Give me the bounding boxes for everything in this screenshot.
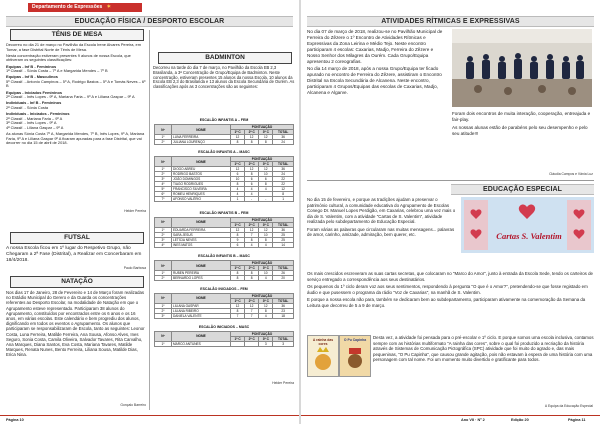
athlete-name: DANIELA VALENTE	[172, 313, 231, 318]
table-cell: 8	[231, 232, 245, 237]
ritmicas-title: ATIVIDADES RÍTMICAS E EXPRESSIVAS	[307, 16, 594, 27]
table-cell: 3	[259, 341, 273, 346]
left-page-number: Página 10	[6, 418, 24, 422]
athlete-name: MARCO ANTUNES	[172, 341, 231, 346]
col-header-points: PONTUAÇÃO	[231, 125, 294, 130]
col-header-c1: 1ª C	[231, 298, 245, 303]
department-banner	[28, 3, 142, 12]
table-cell: 4	[231, 187, 245, 192]
col-header-total: TOTAL	[273, 336, 294, 341]
table-cell: 12	[259, 167, 273, 172]
table-cell: 7	[245, 232, 259, 237]
table-cell: 1º	[155, 341, 172, 346]
table-cell: 10	[259, 232, 273, 237]
col-header-c3: 3ª C	[259, 162, 273, 167]
table-caption: ESCALÃO INFANTIS B – FEM	[199, 210, 249, 215]
col-header-position: Nº	[155, 125, 172, 135]
ritmicas-signature: Cláudia Campos e Vânia Luz	[549, 172, 593, 176]
tenis-g1-l1: 1ª Classif. - Sónia Costa – 7º A e Margarida Mendes – 7º B	[6, 68, 108, 74]
table-cell: 1	[231, 197, 245, 202]
col-header-c3: 3ª C	[259, 336, 273, 341]
table-cell: 3º	[155, 177, 172, 182]
tenis-g5-l1: 2ª Classif. - Mariana Faria – 9º A	[6, 115, 63, 121]
natacao-title: NATAÇÃO	[10, 276, 144, 288]
athlete-name: RODRIGO BASTOS	[172, 172, 231, 177]
table-cell: 8	[231, 271, 245, 276]
col-header-c2: 2ª C	[245, 298, 259, 303]
especial-p3: Os mais crescidos escreveram as suas cartas secretas, que colocaram no "Marco do Amor", junto à entrada da Escola Sede, tendo os carteiros de serviço entregado a correspondência aos seus destinatários.	[307, 271, 593, 282]
col-header-points: PONTUAÇÃO	[231, 331, 294, 336]
table-cell: 36	[273, 303, 294, 308]
table-cell: 8	[231, 308, 245, 313]
results-table	[154, 260, 294, 281]
table-cell: 24	[273, 172, 294, 177]
table-cell: 6	[231, 242, 245, 247]
col-header-c1: 1ª C	[231, 266, 245, 271]
table-cell: 2º	[155, 172, 172, 177]
badminton-title: BADMINTON	[158, 52, 292, 64]
ritmicas-p1: No dia 07 de março de 2018, realizou-se no Pavilhão Municipal de Ferreira do Zêzere o 1º Encontro de Atividades Rítmicas e Expressivas da Zona Leirina e Médio Tejo. Neste encontro participaram 4 escolas: Caxarias, Madjo, Ferreira do Zêzere e Nosso Senhor dos Milagres da Ourém. Cada Grupo/Equipa apresentou 2 coreografias.	[307, 29, 443, 64]
table-caption: ESCALÃO INFANTIS A – FEM	[199, 118, 249, 122]
table-cell: 2º	[155, 140, 172, 145]
col-header-total: TOTAL	[273, 222, 294, 227]
col-header-name: NOME	[172, 157, 231, 167]
col-header-c1: 1ª C	[231, 336, 245, 341]
tenis-g1-head: Equipas - Inf B - Femininos	[6, 63, 57, 69]
table-cell: 36	[273, 227, 294, 232]
issue-edition: Edição 20	[511, 418, 529, 422]
tenis-signature: Helder Pereira	[124, 209, 146, 213]
especial-signature: A Equipa da Educação Especial	[544, 404, 593, 408]
table-cell: 6	[231, 172, 245, 177]
athlete-name: INES MATOS	[172, 242, 231, 247]
poster-caption: Cartas S. Valentim	[496, 231, 562, 241]
col-header-name: NOME	[172, 293, 231, 303]
table-cell: -	[245, 197, 259, 202]
results-table	[154, 124, 294, 145]
tenis-g4-l1: 2ª Classif. - Sónia Costa	[6, 104, 49, 110]
athlete-name: AFONSO VALÉRIO	[172, 197, 231, 202]
athlete-name: JOÃO DOMINGOS	[172, 177, 231, 182]
table-cell: 26	[273, 271, 294, 276]
table-cell	[245, 341, 259, 346]
natacao-text: Nos dias 17 de Janeiro, 28 de Fevereiro e 14 de Março foram realizadas no Estádio Municipal do Gerero e da Guarda os concentrações referentes ao Desporto Escolar, na modalidade de Natação em que o Agrupamento esteve representado. Participaram 38 alunos do Agrupamento, constituídos por encontrados entre os 6 anos e os 16 anos, em várias escolas. Este calendário e bem progrediu dos alunos, dignificando em todos os eventos o Agrupamento. Os alunos que participaram se responsabilizaram de Escola, tanto as seguintes: Leonor Costa, Luna Ferreira, Matilde Ferreira, Ana Sousa, Afonso Alves, Ines Seguro, Sonia Costa, Camila Oliveira, Salvador Tavares, Rita Carvalho, Ana Marques, Diana Santos, Eva Costa, Mariana Tavares, Matilde Marques, Renata Nunes, Bento Ferreira, Liliana Sousa, Matilde Dias, Erica Nina.	[6, 290, 145, 358]
table-cell: 1º	[155, 303, 172, 308]
table-cell: 7º	[155, 197, 172, 202]
table-cell	[231, 341, 245, 346]
table-cell: 3	[273, 341, 294, 346]
col-header-total: TOTAL	[273, 266, 294, 271]
results-table	[154, 217, 294, 248]
table-cell: 36	[273, 135, 294, 140]
table-caption: ESCALÃO INICIADOS – FEM	[200, 286, 248, 291]
col-header-total: TOTAL	[273, 162, 294, 167]
table-cell: 8	[231, 182, 245, 187]
table-cell: 12	[245, 167, 259, 172]
tenis-p1: Decorreu no dia 21 de março no Pavilhão da Escola Irene Alvares Pereira, em Tomar, a fase Distrital Norte de Ténis de Mesa.	[6, 42, 141, 52]
table-cell: 4	[231, 192, 245, 197]
table-caption: ESCALÃO INFANTIS B – MASC	[198, 254, 250, 259]
table-cell: 10	[231, 177, 245, 182]
table-cell: 14	[273, 242, 294, 247]
col-header-position: Nº	[155, 217, 172, 227]
col-header-c2: 2ª C	[245, 162, 259, 167]
col-header-name: NOME	[172, 261, 231, 271]
especial-p4: Os pequenos do 1º ciclo deram voz aos seus sentimentos, respondendo à pergunta "O que é o Amor?", pretendendo-se que fosse registado em áudio e que pusessem o programa da rádio "Voz de Caxarias", na manhã de S. Valentim.	[307, 283, 588, 295]
table-row	[155, 242, 294, 247]
table-cell: 2º	[155, 276, 172, 281]
ritmicas-p2: No dia 14 março de 2018, após a nossa Grupo/Equipa ter ficado apurado no encontro de Ferreira do Zêzere, assistiram o Encontro Distrital na Escola Secundária de Alcanena. Neste encontro, participaram 4 Grupos/Equipas das escolas de Caxarias, Madjo, Alcanena e Algarve.	[307, 66, 442, 95]
especial-p1: No dia 15 de fevereiro, e porque as tradições ajudam a preservar o património cultural, a comunidade educativa do Agrupamento de Escolas Conego Dr. Manuel Lopes Perdigão, em Caxarias, celebrou uma vez mais o dia de S. Valentim, com a atividade "Cartas de S. Valentim", atividade realizada pelo subdepartamento de Educação Especial.	[307, 197, 456, 225]
athlete-name: ROMEU HENRIQUES	[172, 192, 231, 197]
table-cell: 7	[231, 313, 245, 318]
table-cell: 8	[259, 140, 273, 145]
results-table	[154, 293, 294, 319]
table-cell: 12	[231, 227, 245, 232]
col-header-position: Nº	[155, 293, 172, 303]
table-cell: 1º	[155, 227, 172, 232]
table-cell: 12	[259, 303, 273, 308]
table-cell: 12	[273, 187, 294, 192]
table-cell: 12	[245, 227, 259, 232]
col-header-position: Nº	[155, 261, 172, 271]
issue-volume: Ano VII · Nº 2	[461, 418, 485, 422]
table-cell: 8	[245, 271, 259, 276]
table-cell: 4	[259, 242, 273, 247]
futsal-title: FUTSAL	[10, 232, 144, 244]
book-capinha-cover	[339, 335, 371, 377]
table-cell: 8	[259, 308, 273, 313]
table-caption: ESCALÃO INICIADOS – MASC	[198, 324, 250, 329]
athlete-name: BERNARDO LOPES	[172, 276, 231, 281]
table-cell: 12	[231, 167, 245, 172]
right-page	[301, 0, 600, 424]
col-header-total: TOTAL	[273, 298, 294, 303]
athlete-name: EDUARDA FERREIRA	[172, 227, 231, 232]
tenis-title: TÉNIS DE MESA	[10, 29, 144, 41]
futsal-signature: Paulo Barbosa	[123, 266, 146, 270]
table-cell: 6	[245, 182, 259, 187]
valentim-poster	[461, 197, 594, 253]
table-cell: 12	[231, 135, 245, 140]
col-header-points: PONTUAÇÃO	[231, 157, 294, 162]
table-cell: 12	[231, 303, 245, 308]
tenis-g3-l1: 2ª Classif. - Inês Lopes - 9º A, Mariana Faria – 9º A e Liliana Gaspar – 9º A	[6, 94, 135, 100]
table-cell: 6	[259, 177, 273, 182]
table-cell: 12	[245, 303, 259, 308]
table-cell: 18	[273, 313, 294, 318]
athlete-name: FRANCISCO SILVEIRA	[172, 187, 231, 192]
tenis-g2-l1: 5º Classif. - Antonio Campinos – 5º A, Rodrigo Bastos – 5º A e Tomás Neves – 6º B	[6, 78, 146, 89]
col-header-c3: 3ª C	[259, 266, 273, 271]
section-title: EDUCAÇÃO FÍSICA / DESPORTO ESCOLAR	[6, 16, 293, 27]
table-cell: 2º	[155, 308, 172, 313]
table-cell: 22	[273, 177, 294, 182]
tenis-p3: As alunas Sónia Costa 7º A, Margarida Mendes, 7º B, Inês Lopes, 9º A, Mariana Faria, 9º A e Liliana Gaspar 9º A ficaram apuradas para a fase Distrital, que vai decorrer no dia 15 de abril de 2018.	[6, 131, 145, 146]
left-footer-band	[0, 415, 299, 424]
athlete-name: LILIANA RIBEIRO	[172, 308, 231, 313]
ritmicas-p4: As nossas alunas estão de parabéns pelo seu desempenho e pelo seu atitude!!!	[452, 124, 588, 136]
table-cell: 8	[259, 182, 273, 187]
table-cell: 2º	[155, 232, 172, 237]
table-cell: 4	[245, 187, 259, 192]
table-cell: 9	[231, 237, 245, 242]
tenis-g4-head: Individuais - Inf B - Femininos	[6, 100, 62, 106]
table-cell: 1º	[155, 271, 172, 276]
table-cell: 7	[245, 308, 259, 313]
table-row	[155, 197, 294, 202]
table-cell: 36	[273, 167, 294, 172]
table-cell: 4º	[155, 242, 172, 247]
col-header-c2: 2ª C	[245, 266, 259, 271]
table-cell: 25	[273, 232, 294, 237]
col-header-name: NOME	[172, 125, 231, 135]
table-row	[155, 341, 294, 346]
table-cell: 1º	[155, 167, 172, 172]
table-cell: 8	[231, 140, 245, 145]
results-table	[154, 156, 294, 202]
table-row	[155, 140, 294, 145]
especial-title: EDUCAÇÃO ESPECIAL	[451, 184, 594, 195]
star-icon: ✶	[106, 4, 111, 10]
athlete-name: TIAGO RODRIGUES	[172, 182, 231, 187]
col-header-points: PONTUAÇÃO	[231, 293, 294, 298]
table-row	[155, 276, 294, 281]
section-rule	[307, 180, 594, 181]
department-label: Departamento de Expressões	[32, 4, 103, 10]
results-table	[154, 331, 294, 347]
left-page	[0, 0, 299, 424]
col-header-position: Nº	[155, 331, 172, 341]
right-page-number: Página 11	[568, 418, 586, 422]
table-cell: 8	[245, 140, 259, 145]
col-header-points: PONTUAÇÃO	[231, 217, 294, 222]
tenis-g5-l3: 4ª Classif. - Liliana Gaspar – 9º A	[6, 124, 64, 130]
badminton-signature: Helder Pereira	[272, 381, 294, 385]
ritmicas-article-a	[307, 29, 447, 98]
table-cell: 8	[259, 237, 273, 242]
table-cell: 3º	[155, 313, 172, 318]
especial-p6: Desta vez, a atividade foi pensada para o pré-escolar e 1º ciclo. E porque somos uma escola inclusiva, contamos sempre com as histórias multiformato "A rainha das cores", sobre o qual foi produzido a recriação da história através de Sistemas de Comunicação Pictográfica (SPC) atividade que foi muito do agrado e, das mais pequeninas, "O Pu Capinha", que causou grande agitação, pois não estavam à espera de uma história com uma personagem com tal nome. Foi um momento muito divertido e gratificante para todos.	[373, 335, 594, 363]
col-header-c3: 3ª C	[259, 130, 273, 135]
tenis-article	[6, 43, 146, 147]
athlete-name: SARA JESUS	[172, 232, 231, 237]
right-footer-band	[301, 415, 600, 424]
tenis-p2: Nesta concentração estiveram presentes 9 alunos de nossa Escola, que obtiveram os seguintes classificações:	[6, 52, 131, 63]
athlete-name: RUBEN PEREIRA	[172, 271, 231, 276]
col-header-c3: 3ª C	[259, 222, 273, 227]
athlete-name: LILIANA GASPAR	[172, 303, 231, 308]
column-divider	[149, 30, 150, 410]
table-cell: 1º	[155, 135, 172, 140]
table-cell: 6º	[155, 192, 172, 197]
table-cell: 7	[245, 313, 259, 318]
table-cell: 10	[259, 172, 273, 177]
tenis-g3-head: Equipas - Iniciados Femininos	[6, 89, 62, 95]
especial-p5: E porque a nossa escola não para, também se dedicaram bem ao subdepartamento, participaram ativamente na comemoração da Semana da Leitura que decorreu de 5 a 9 de março.	[307, 296, 586, 308]
table-cell: 8	[245, 276, 259, 281]
table-cell: 4	[245, 192, 259, 197]
table-caption: ESCALÃO INFANTIS A – MASC	[198, 150, 250, 155]
especial-article-a	[307, 197, 457, 240]
ritmicas-p3: Foram dois encontros de muita interação, cooperação, entreajuda e fair-play.	[452, 111, 591, 122]
especial-p2: Foram várias as palavras que circularam nas muitas mensagens... palavras de amor, carinho, amizade, admiração, bem querer, etc.	[307, 226, 455, 238]
col-header-total: TOTAL	[273, 130, 294, 135]
table-cell: 12	[245, 135, 259, 140]
tenis-g5-l2: 3ª Classif. - Inês Lopes - 9º A	[6, 120, 57, 126]
especial-article-b	[307, 271, 594, 310]
table-cell: 3º	[155, 237, 172, 242]
col-header-position: Nº	[155, 157, 172, 167]
col-header-c1: 1ª C	[231, 130, 245, 135]
table-row	[155, 313, 294, 318]
table-cell: 6	[245, 177, 259, 182]
table-cell: 8	[245, 172, 259, 177]
table-cell: 8	[273, 192, 294, 197]
book-capinha-title: O Pu Capinha	[343, 338, 367, 342]
table-cell: 4º	[155, 182, 172, 187]
table-cell: -	[259, 197, 273, 202]
athlete-name: DIOGO ABREU	[172, 167, 231, 172]
table-cell: 4	[259, 187, 273, 192]
table-cell: 5º	[155, 187, 172, 192]
table-cell: 22	[273, 182, 294, 187]
col-header-c1: 1ª C	[231, 222, 245, 227]
futsal-text: A nossa Escola ficou em 1º lugar do Respetivo Grupo, não Chegaram a 2ª Fase (Distrital), a Realizar em Concerbaram em 18/4/2018.	[6, 246, 142, 263]
col-header-points: PONTUAÇÃO	[231, 261, 294, 266]
book-rainha-cover	[307, 335, 339, 377]
table-cell: 23	[273, 308, 294, 313]
table-cell: 12	[259, 227, 273, 232]
table-cell: 4	[259, 276, 273, 281]
tenis-g5-head: Individuais - Iniciados - Femininos	[6, 111, 70, 117]
col-header-name: NOME	[172, 331, 231, 341]
natacao-signature: Gonçalo Barreiro	[120, 403, 146, 407]
col-header-c2: 2ª C	[245, 130, 259, 135]
table-cell: 20	[273, 276, 294, 281]
col-header-c2: 2ª C	[245, 222, 259, 227]
ritmicas-photo	[452, 29, 592, 107]
table-cell: 8	[245, 237, 259, 242]
tenis-g2-head: Equipas - Inf B - Masculinos	[6, 74, 58, 80]
col-header-c2: 2ª C	[245, 336, 259, 341]
table-cell: 10	[259, 271, 273, 276]
col-header-c1: 1ª C	[231, 162, 245, 167]
table-cell: 4	[245, 242, 259, 247]
badminton-text: Decorreu na tarde do dia 7 de março, no Pavilhão da Escola EB 2,3 Brasilanda, a 3ª Concentração de Grupo/Equipa de Badminton. Neste concentração, estiveram presentes 15 alunos da nossa Escola, 10 alunos da Escola EB 2,3 do Brasilanda e 13 alunos da Escola Secundária de Ourém. As classificações após as 3 concentrações são as seguintes:	[153, 65, 295, 90]
table-cell: 8	[231, 276, 245, 281]
table-cell: 24	[273, 140, 294, 145]
col-header-name: NOME	[172, 217, 231, 227]
col-header-c3: 3ª C	[259, 298, 273, 303]
athlete-name: LUNA FERREIRA	[172, 135, 231, 140]
ritmicas-article-b	[452, 111, 594, 138]
athlete-name: JULIANA LOURENÇO	[172, 140, 231, 145]
table-cell: 25	[273, 237, 294, 242]
table-cell: 12	[259, 135, 273, 140]
table-cell: 4	[259, 313, 273, 318]
book-rainha-title: A rainha das cores	[312, 338, 334, 346]
athlete-name: LETÍCIA NEVES	[172, 237, 231, 242]
table-cell: 1	[273, 197, 294, 202]
